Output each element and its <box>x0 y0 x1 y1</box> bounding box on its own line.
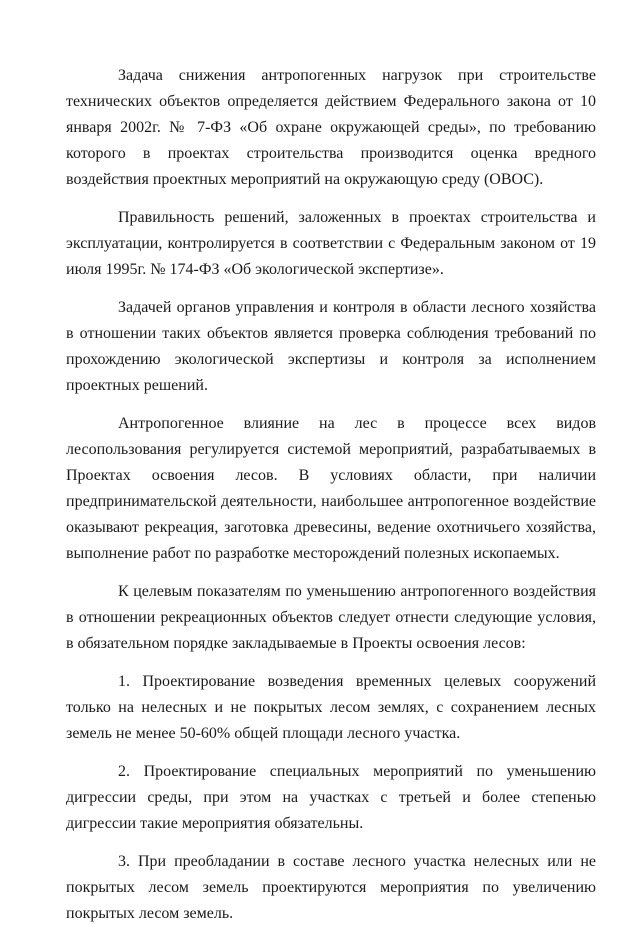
paragraph-5: К целевым показателям по уменьшению антропогенного воздействия в отношении рекреационных объектов следует отнести следующие условия, в обязательном порядке закладываемые в Проекты освоения лесов: <box>66 583 596 652</box>
paragraph-3: Задачей органов управления и контроля в области лесного хозяйства в отношении таких объектов является проверка соблюдения требований по прохождению экологической экспертизы и контроля за исполнением проектных решений. <box>66 299 596 394</box>
document-body <box>66 63 596 927</box>
paragraph-4: Антропогенное влияние на лес в процессе всех видов лесопользования регулируется системой мероприятий, разрабатываемых в Проектах освоения лесов. В условиях области, при наличии предпринимательской деятельности, наибольшее антропогенное воздействие оказывают рекреация, заготовка древесины, ведение охотничьего хозяйства, выполнение работ по разработке месторождений полезных ископаемых. <box>66 415 596 562</box>
paragraph-7: 2. Проектирование специальных мероприятий по уменьшению дигрессии среды, при этом на участках с третьей и более степенью дигрессии такие мероприятия обязательны. <box>66 763 596 832</box>
paragraph-2: Правильность решений, заложенных в проектах строительства и эксплуатации, контролируется в соответствии с Федеральным законом от 19 июля 1995г. № 174-ФЗ «Об экологической экспертизе». <box>66 209 596 278</box>
paragraph-6: 1. Проектирование возведения временных целевых сооружений только на нелесных и не покрытых лесом землях, с сохранением лесных земель не менее 50-60% общей площади лесного участка. <box>66 673 596 742</box>
paragraph-8: 3. При преобладании в составе лесного участка нелесных или не покрытых лесом земель проектируются мероприятия по увеличению покрытых лесом земель. <box>66 853 596 922</box>
paragraph-1: Задача снижения антропогенных нагрузок при строительстве технических объектов определяется действием Федерального закона от 10 января 2002г. № 7-ФЗ «Об охране окружающей среды», по требованию которого в проектах строительства производится оценка вредного воздействия проектных мероприятий на окружающую среду (ОВОС). <box>66 67 596 188</box>
